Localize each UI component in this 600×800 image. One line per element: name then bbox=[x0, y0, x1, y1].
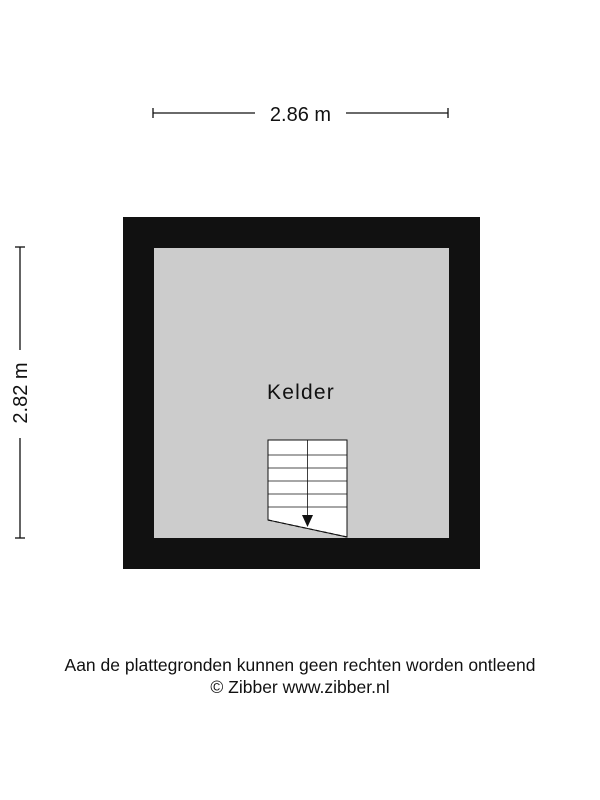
footer bbox=[0, 654, 600, 698]
height-dimension bbox=[10, 247, 32, 538]
width-dimension bbox=[153, 104, 448, 126]
staircase bbox=[268, 440, 347, 537]
width-dimension-label: 2.86 m bbox=[269, 104, 332, 126]
height-dimension-label: 2.82 m bbox=[10, 362, 32, 424]
disclaimer-text: Aan de plattegronden kunnen geen rechten worden ontleend bbox=[64, 655, 536, 675]
room-label: Kelder bbox=[267, 381, 335, 404]
copyright-text: © Zibber www.zibber.nl bbox=[210, 677, 390, 697]
